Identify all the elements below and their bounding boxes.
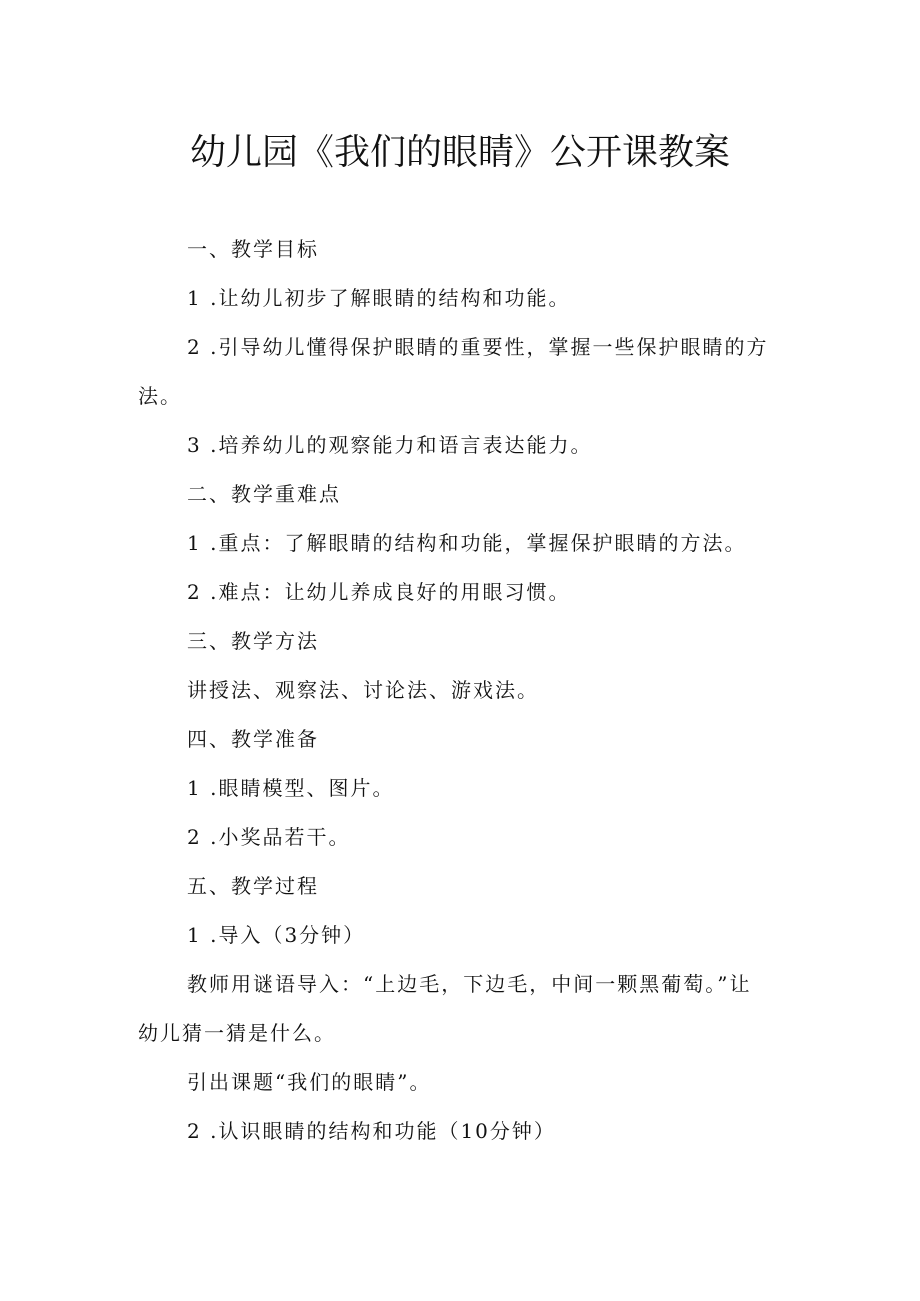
preparation-item-1: 1 .眼睛模型、图片。: [187, 776, 395, 800]
document-title: 幼儿园《我们的眼睛》公开课教案: [189, 132, 730, 173]
process-step-2-heading: 2 .认识眼睛的结构和功能（10分钟）: [187, 1119, 556, 1143]
section-heading-process: 五、教学过程: [187, 874, 319, 898]
objective-item-3: 3 .培养幼儿的观察能力和语言表达能力。: [187, 433, 593, 457]
key-point-item-2: 2 .难点：让幼儿养成良好的用眼习惯。: [187, 580, 571, 604]
objective-item-2-continued: 法。: [138, 384, 182, 408]
process-step-1-topic: 引出课题“我们的眼睛”。: [187, 1070, 432, 1094]
process-step-1-text-continued: 幼儿猜一猜是什么。: [138, 1021, 336, 1045]
objective-item-1: 1 .让幼儿初步了解眼睛的结构和功能。: [187, 286, 571, 310]
process-step-1-text: 教师用谜语导入：“上边毛，下边毛，中间一颗黑葡萄。”让: [187, 972, 752, 996]
objective-item-2: 2 .引导幼儿懂得保护眼睛的重要性，掌握一些保护眼睛的方: [187, 335, 769, 359]
section-heading-objectives: 一、教学目标: [187, 237, 319, 261]
preparation-item-2: 2 .小奖品若干。: [187, 825, 351, 849]
methods-text: 讲授法、观察法、讨论法、游戏法。: [187, 678, 539, 702]
section-heading-methods: 三、教学方法: [187, 629, 319, 653]
section-heading-preparation: 四、教学准备: [187, 727, 319, 751]
process-step-1-heading: 1 .导入（3分钟）: [187, 923, 366, 947]
section-heading-key-points: 二、教学重难点: [187, 482, 341, 506]
key-point-item-1: 1 .重点：了解眼睛的结构和功能，掌握保护眼睛的方法。: [187, 531, 747, 555]
